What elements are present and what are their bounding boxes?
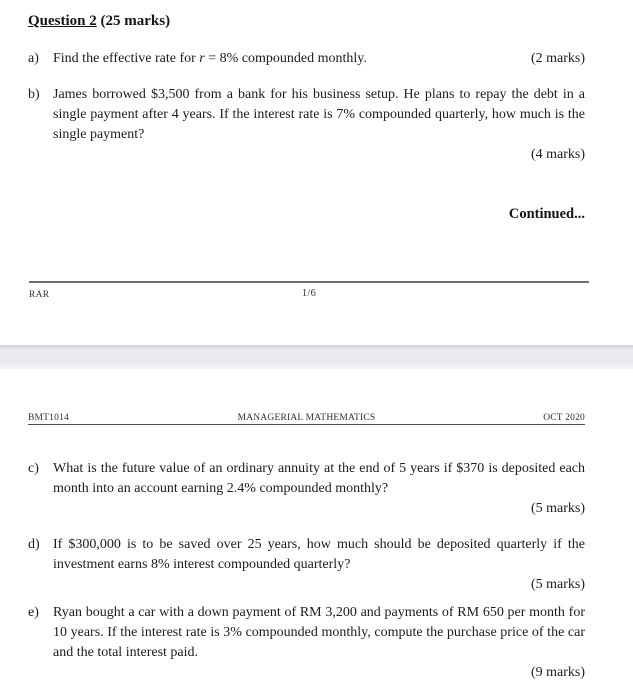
footer-page-number: 1/6 xyxy=(301,288,317,299)
question-title: Question 2 xyxy=(28,13,97,29)
item-b-marks: (4 marks) xyxy=(530,147,585,162)
footer-rule xyxy=(29,281,589,283)
page-2-content xyxy=(0,369,633,683)
page-2-header xyxy=(28,413,585,425)
item-e-label: e) xyxy=(28,605,39,620)
item-b-text: James borrowed $3,500 from a bank for his business setup. He plans to repay the debt in a single payment after 4 years. If the interest rate is 7% compounded quarterly, how much is the single payment? xyxy=(53,87,585,142)
item-a-text-post: = 8% compounded monthly. xyxy=(204,51,367,66)
page-1-footer xyxy=(29,288,589,302)
item-a-text-pre: Find the effective rate for xyxy=(53,51,200,66)
question-item-c xyxy=(28,459,585,519)
item-a-text xyxy=(53,49,367,69)
header-course-title: MANAGERIAL MATHEMATICS xyxy=(237,413,376,423)
item-a-marks: (2 marks) xyxy=(530,51,585,66)
item-e-marks: (9 marks) xyxy=(530,665,585,680)
exam-page-1 xyxy=(0,0,633,345)
question-item-d xyxy=(28,535,585,595)
question-item-b xyxy=(28,85,585,165)
item-d-text: If $300,000 is to be saved over 25 years, how much should be deposited quarterly if the investment earns 8% interest compounded quarterly? xyxy=(53,537,585,572)
question-item-a xyxy=(28,49,585,69)
continued-label: Continued... xyxy=(508,206,585,222)
page-gap-band xyxy=(0,345,633,369)
header-course-code: BMT1014 xyxy=(28,413,69,423)
footer-author-initials: RAR xyxy=(29,290,50,300)
header-exam-session: OCT 2020 xyxy=(543,413,585,423)
exam-page-2 xyxy=(0,369,633,700)
item-e-text: Ryan bought a car with a down payment of RM 3,200 and payments of RM 650 per month for 10 years. If the interest rate is 3% compounded monthly, compute the purchase price of the car and the total interest paid. xyxy=(53,605,585,660)
item-b-label: b) xyxy=(28,87,40,102)
item-c-label: c) xyxy=(28,461,39,476)
item-c-marks: (5 marks) xyxy=(530,501,585,516)
item-a-label: a) xyxy=(28,51,39,66)
item-c-text: What is the future value of an ordinary annuity at the end of 5 years if $370 is deposited each month into an account earning 2.4% compounded monthly? xyxy=(53,461,585,496)
item-d-marks: (5 marks) xyxy=(530,577,585,592)
item-a-variable: r xyxy=(199,51,205,66)
question-total-marks: (25 marks) xyxy=(96,13,171,29)
page-1-content xyxy=(0,0,633,165)
question-heading xyxy=(28,12,585,30)
item-d-label: d) xyxy=(28,537,40,552)
question-item-e xyxy=(28,603,585,683)
